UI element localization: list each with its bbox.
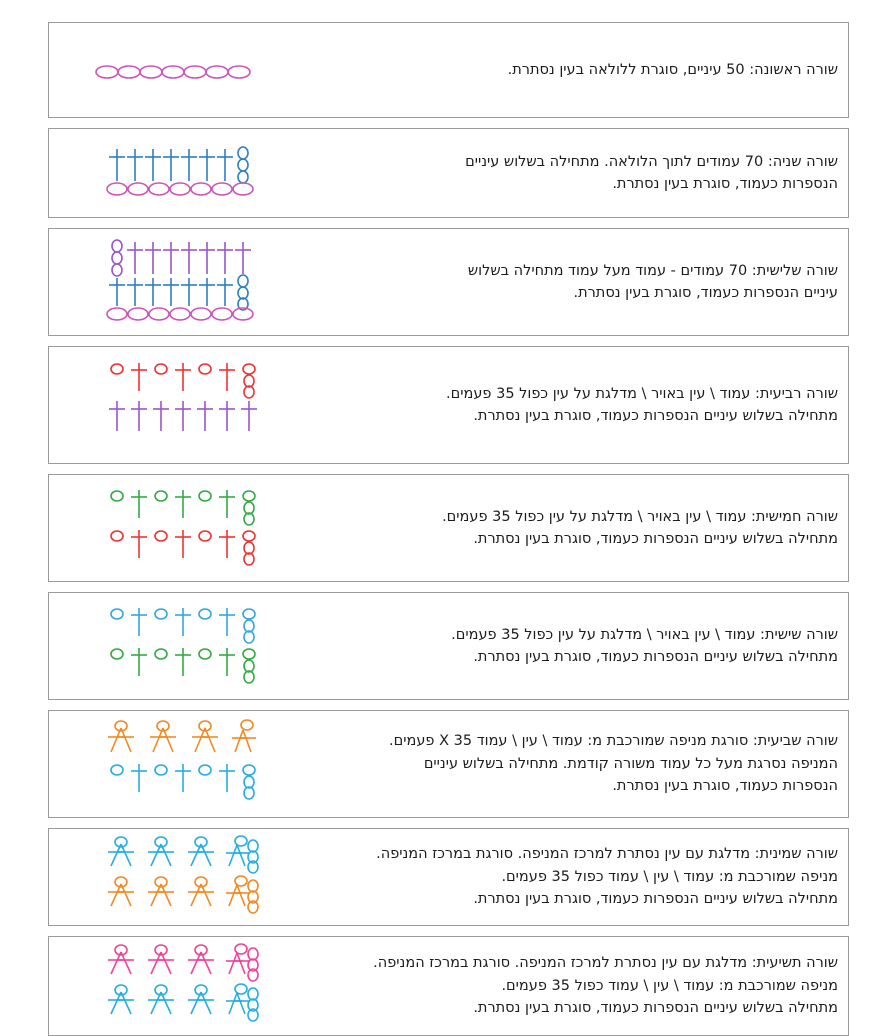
instruction-line: שורה שמינית: מדלגת עם עין נסתרת למרכז המניפה. סורגת במרכז המניפה. (376, 846, 838, 863)
instruction-row-2 (48, 128, 849, 218)
instruction-line: שורה שלישית: 70 עמודים - עמוד מעל עמוד מתחילה בשלוש (467, 262, 838, 279)
instruction-line: מתחילה בשלוש עיניים הנספרות כעמוד, סוגרת בעין נסתרת. (473, 408, 838, 424)
instruction-line: שורה שישית: עמוד \ עין באויר \ מדלגת על עין כפול 35 פעמים. (451, 626, 838, 643)
instruction-row-8 (48, 828, 849, 926)
instruction-line: הנספרות כעמוד, סוגרת בעין נסתרת. (612, 778, 838, 795)
chart-row-7 (49, 714, 304, 814)
instruction-line: מניפה שמורכבת מ: עמוד \ עין \ עמוד כפול 35 פעמים. (501, 977, 838, 994)
instruction-line: מתחילה בשלוש עיניים הנספרות כעמוד, סוגרת בעין נסתרת. (473, 649, 838, 665)
instruction-row-9 (48, 936, 849, 1036)
instruction-line: מניפה שמורכבת מ: עמוד \ עין \ עמוד כפול 35 פעמים. (501, 868, 838, 885)
instruction-row-1 (48, 22, 849, 118)
chart-row-5 (49, 478, 304, 578)
instruction-text-3 (304, 254, 848, 311)
chart-row-4 (49, 351, 304, 459)
instruction-text-5 (304, 500, 848, 557)
instruction-row-7 (48, 710, 849, 818)
instruction-text-2 (304, 145, 848, 202)
instruction-line: שורה רביעית: עמוד \ עין באויר \ מדלגת על עין כפול 35 פעמים. (446, 385, 838, 402)
instruction-line: הנספרות כעמוד, סוגרת בעין נסתרת. (612, 176, 838, 192)
instruction-text-7 (304, 724, 848, 803)
chart-row-1 (49, 46, 304, 94)
instruction-text-8 (304, 837, 848, 916)
instruction-line: מתחילה בשלוש עיניים הנספרות כעמוד, סוגרת בעין נסתרת. (473, 531, 838, 547)
chart-row-9 (49, 938, 304, 1034)
chart-row-3 (49, 230, 304, 334)
instruction-text-1 (304, 53, 848, 87)
chart-row-2 (49, 133, 304, 213)
instruction-row-6 (48, 592, 849, 700)
instruction-row-4 (48, 346, 849, 464)
instruction-text-9 (304, 946, 848, 1025)
instruction-line: עיניים הנספרות כעמוד, סוגרת בעין נסתרת. (573, 285, 838, 301)
instruction-line: שורה ראשונה: 50 עיניים, סוגרת ללולאה בעין נסתרת. (507, 61, 838, 78)
chart-row-8 (49, 830, 304, 924)
instruction-row-3 (48, 228, 849, 336)
instruction-line: שורה שביעית: סורגת מניפה שמורכבת מ: עמוד \ עין \ עמוד X 35 פעמים. (389, 733, 838, 750)
instruction-text-4 (304, 377, 848, 434)
instruction-line: המניפה נסרגת מעל כל עמוד משורה קודמת. מתחילה בשלוש עיניים (423, 755, 838, 772)
chart-row-6 (49, 596, 304, 696)
instruction-line: שורה חמישית: עמוד \ עין באויר \ מדלגת על עין כפול 35 פעמים. (442, 508, 838, 525)
instruction-line: שורה שניה: 70 עמודים לתוך הלולאה. מתחילה בשלוש עיניים (465, 153, 838, 170)
instruction-line: מתחילה בשלוש עיניים הנספרות כעמוד, סוגרת בעין נסתרת. (473, 1000, 838, 1017)
instruction-line: שורה תשיעית: מדלגת עם עין נסתרת למרכז המניפה. סורגת במרכז המניפה. (373, 955, 838, 972)
instruction-text-6 (304, 618, 848, 675)
instruction-line: מתחילה בשלוש עיניים הנספרות כעמוד, סוגרת בעין נסתרת. (473, 891, 838, 908)
instruction-row-5 (48, 474, 849, 582)
